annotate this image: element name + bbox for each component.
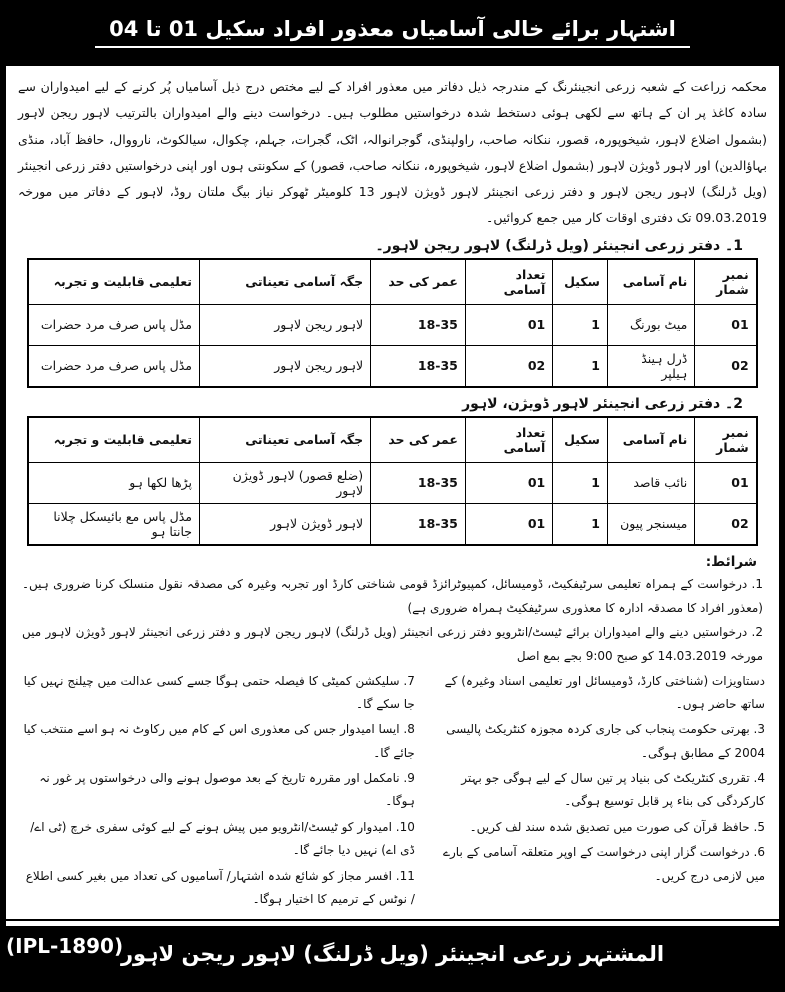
cell-serial: 02 bbox=[695, 503, 757, 545]
cell-age: 18-35 bbox=[371, 503, 466, 545]
cell-age: 18-35 bbox=[371, 345, 466, 387]
condition-item-4: 4. تقرری کنٹریکٹ کی بنیاد پر تین سال کے لیے ہوگی جو بہتر کارکردگی کی بناء پر قابل توسیع ہوگی۔ bbox=[461, 771, 765, 809]
footer-bar bbox=[0, 928, 785, 992]
condition-item-3: 3. بھرتی حکومت پنجاب کی جاری کردہ مجوزہ کنٹریکٹ پالیسی 2004 کے مطابق ہوگی۔ bbox=[446, 722, 765, 760]
table-header-row bbox=[28, 259, 756, 305]
col-scale: سکیل bbox=[553, 417, 608, 463]
cell-place: لاہور ریجن لاہور bbox=[200, 345, 371, 387]
table-row bbox=[28, 462, 756, 503]
col-serial: نمبر شمار bbox=[695, 417, 757, 463]
condition-item-8: 8. ایسا امیدوار جس کی معذوری اس کے کام میں رکاوٹ نہ ہو اسے منتخب کیا جائے گا۔ bbox=[23, 722, 415, 760]
ad-title: اشتہار برائے خالی آسامیاں معذور افراد سکیل 01 تا 04 bbox=[95, 17, 690, 48]
condition-item-2: 2. درخواستیں دینے والے امیدواران برائے ٹیسٹ/انٹرویو دفتر زرعی انجینئر (ویل ڈرلنگ) لاہور ریجن لاہور و دفتر زرعی انجینئر لاہور ڈویژن لاہور میں مورخہ 14.03.2019 کو صبح 9:00 بجے بمع اصل bbox=[22, 624, 763, 663]
cell-count: 01 bbox=[465, 462, 552, 503]
table-row bbox=[28, 304, 756, 345]
posts-table-2 bbox=[27, 416, 757, 546]
col-post-name: نام آسامی bbox=[607, 259, 694, 305]
condition-item-2-continued: دستاویزات (شناختی کارڈ، ڈومیسائل اور تعلیمی اسناد وغیرہ) کے ساتھ حاضر ہوں۔ bbox=[444, 673, 765, 711]
cell-qualification: مڈل پاس صرف مرد حضرات bbox=[28, 345, 199, 387]
col-post-name: نام آسامی bbox=[607, 417, 694, 463]
section-1-heading: 1۔ دفتر زرعی انجینئر (ویل ڈرلنگ) لاہور ریجن لاہور۔ bbox=[375, 237, 743, 254]
cell-qualification: پڑھا لکھا ہو bbox=[28, 462, 199, 503]
cell-scale: 1 bbox=[553, 503, 608, 545]
condition-item-11: 11. افسر مجاز کو شائع شدہ اشتہار/ آسامیوں کی تعداد میں بغیر کسی اطلاع / نوٹس کے ترمیم کا اختیار ہوگا۔ bbox=[25, 868, 415, 907]
cell-age: 18-35 bbox=[371, 304, 466, 345]
col-count: تعداد آسامی bbox=[465, 417, 552, 463]
cell-count: 01 bbox=[465, 503, 552, 545]
col-serial: نمبر شمار bbox=[695, 259, 757, 305]
section-2-heading: 2۔ دفتر زرعی انجینئر لاہور ڈویژن، لاہور bbox=[462, 395, 743, 412]
col-count: تعداد آسامی bbox=[465, 259, 552, 305]
advertiser-line: المشتہر زرعی انجینئر (ویل ڈرلنگ) لاہور ریجن لاہور bbox=[120, 942, 665, 966]
cell-count: 02 bbox=[465, 345, 552, 387]
condition-item-10: 10. امیدوار کو ٹیسٹ/انٹرویو میں پیش ہونے کے لیے کوئی سفری خرچ (ٹی اے/ڈی اے) نہیں دیا جائے گا۔ bbox=[30, 819, 415, 858]
cell-scale: 1 bbox=[553, 462, 608, 503]
table-row bbox=[28, 345, 756, 387]
col-qualification: تعلیمی قابلیت و تجربہ bbox=[28, 259, 199, 305]
posts-table-1 bbox=[27, 258, 757, 388]
ipl-code: (IPL-1890) bbox=[6, 934, 124, 958]
col-place: جگہ آسامی تعیناتی bbox=[200, 259, 371, 305]
cell-count: 01 bbox=[465, 304, 552, 345]
col-age: عمر کی حد bbox=[371, 259, 466, 305]
condition-item-5: 5. حافظ قرآن کی صورت میں تصدیق شدہ سند لف کریں۔ bbox=[469, 819, 765, 834]
cell-post-name: میٹ بورنگ bbox=[607, 304, 694, 345]
cell-serial: 01 bbox=[695, 462, 757, 503]
masthead-bar bbox=[0, 0, 785, 64]
cell-place: لاہور ریجن لاہور bbox=[200, 304, 371, 345]
note-section bbox=[6, 919, 779, 928]
cell-serial: 02 bbox=[695, 345, 757, 387]
conditions-right-column bbox=[415, 670, 765, 914]
cell-serial: 01 bbox=[695, 304, 757, 345]
cell-scale: 1 bbox=[553, 304, 608, 345]
col-place: جگہ آسامی تعیناتی bbox=[200, 417, 371, 463]
conditions-columns bbox=[20, 670, 765, 914]
cell-qualification: مڈل پاس صرف مرد حضرات bbox=[28, 304, 199, 345]
col-scale: سکیل bbox=[553, 259, 608, 305]
cell-place: لاہور ڈویژن لاہور bbox=[200, 503, 371, 545]
conditions-section bbox=[20, 554, 765, 914]
condition-item-9: 9. نامکمل اور مقررہ تاریخ کے بعد موصول ہونے والی درخواستوں پر غور نہ ہوگا۔ bbox=[39, 771, 415, 809]
conditions-title: شرائط: bbox=[705, 553, 757, 570]
cell-post-name: میسنجر پیون bbox=[607, 503, 694, 545]
table-row bbox=[28, 503, 756, 545]
col-age: عمر کی حد bbox=[371, 417, 466, 463]
table-header-row bbox=[28, 417, 756, 463]
cell-scale: 1 bbox=[553, 345, 608, 387]
ad-body bbox=[4, 64, 781, 928]
conditions-left-column bbox=[20, 670, 415, 914]
condition-item-7: 7. سلیکشن کمیٹی کا فیصلہ حتمی ہوگا جسے کسی عدالت میں چیلنج نہیں کیا جا سکے گا۔ bbox=[23, 673, 415, 711]
cell-post-name: نائب قاصد bbox=[607, 462, 694, 503]
cell-place: (ضلع قصور) لاہور ڈویژن لاہور bbox=[200, 462, 371, 503]
cell-post-name: ڈرل ہینڈ ہیلپر bbox=[607, 345, 694, 387]
condition-item-6: 6. درخواست گزار اپنی درخواست کے اوپر متعلقہ آسامی کے بارے میں لازمی درج کریں۔ bbox=[442, 845, 765, 883]
cell-age: 18-35 bbox=[371, 462, 466, 503]
condition-item-1: 1. درخواست کے ہمراہ تعلیمی سرٹیفکیٹ، ڈومیسائل، کمپیوٹرائزڈ قومی شناختی کارڈ اور تجربہ وغیرہ کی مصدقہ نقول منسلک کرنا ضروری ہیں۔ (معذور افراد کا مصدقہ ادارہ کا معذوری سرٹیفکیٹ ہمراہ ضروری ہے) bbox=[22, 576, 763, 615]
col-qualification: تعلیمی قابلیت و تجربہ bbox=[28, 417, 199, 463]
cell-qualification: مڈل پاس مع بائیسکل چلانا جانتا ہو bbox=[28, 503, 199, 545]
intro-paragraph: محکمہ زراعت کے شعبہ زرعی انجینئرنگ کے مندرجہ ذیل دفاتر میں معذور افراد کے لیے مختص درج ذیل آسامیاں پُر کرنے کے لیے امیدواران سے سادہ کاغذ پر ان کے ہاتھ سے لکھی ہوئی دستخط شدہ درخواستیں مطلوب ہیں۔ درخواست دینے والے امیدواران بالترتیب لاہور ریجن لاہور (بشمول اضلاع لاہور، شیخوپورہ، قصور، ننکانہ صاحب، راولپنڈی، گوجرانوالہ، اٹک، گجرات، جہلم، چکوال، سیالکوٹ، نارووال، حافظ آباد، منڈی بہاؤالدین) اور لاہور ڈویژن لاہور (بشمول اضلاع لاہور، شیخوپورہ، ننکانہ صاحب، قصور) کے سکونتی ہوں اور اپنی درخواستیں دفتر زرعی انجینئر (ویل ڈرلنگ) لاہور ریجن لاہور و دفتر زرعی انجینئر لاہور ڈویژن لاہور 13 کلومیٹر ٹھوکر نیاز بیگ ملتان روڈ، لاہور کے دفاتر میں مورخہ 09.03.2019 تک دفتری اوقات کار میں جمع کروائیں۔ bbox=[18, 79, 767, 226]
